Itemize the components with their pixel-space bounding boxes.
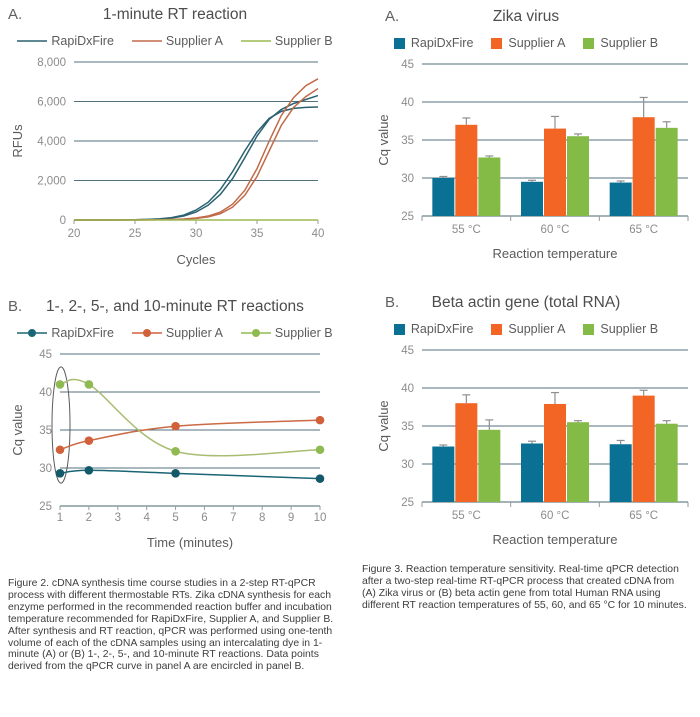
svg-text:10: 10 — [313, 512, 327, 524]
svg-text:1: 1 — [56, 512, 64, 524]
legend-item-supplier-a — [491, 36, 565, 50]
svg-text:45: 45 — [39, 349, 52, 361]
svg-text:35: 35 — [401, 135, 414, 147]
legend-swatch — [583, 324, 594, 335]
bar-supplier-a-2 — [633, 117, 655, 216]
legend-item-rapidxfire — [394, 36, 474, 50]
svg-text:35: 35 — [401, 421, 414, 433]
series-supplier-b — [60, 379, 320, 455]
panel-amp-head — [0, 4, 350, 28]
svg-text:40: 40 — [311, 228, 325, 240]
svg-text:30: 30 — [401, 173, 414, 185]
bar-supplier-b-1 — [567, 422, 589, 502]
svg-text:Cq value: Cq value — [376, 114, 391, 166]
data-point — [171, 422, 180, 431]
legend-label: Supplier A — [508, 36, 566, 50]
data-point — [85, 380, 94, 389]
series-supplier-a-rep-2 — [74, 89, 318, 220]
svg-text:20: 20 — [67, 228, 81, 240]
svg-text:RFUs: RFUs — [10, 124, 25, 158]
svg-text:4: 4 — [143, 512, 150, 524]
legend-zika — [352, 32, 700, 54]
bar-rapidxfire-1 — [521, 182, 543, 216]
svg-text:8: 8 — [259, 512, 266, 524]
bar-rapidxfire-0 — [432, 447, 454, 502]
legend-swatch — [394, 324, 405, 335]
svg-text:2: 2 — [85, 512, 93, 524]
legend-label: Supplier B — [274, 34, 333, 48]
svg-text:Reaction temperature: Reaction temperature — [492, 246, 618, 261]
data-point — [316, 474, 325, 483]
svg-text:25: 25 — [39, 501, 52, 513]
data-point — [85, 466, 94, 475]
legend-item-supplier-a — [491, 322, 565, 336]
svg-text:5: 5 — [172, 512, 179, 524]
legend-item-supplier-b — [241, 326, 333, 340]
svg-text:60 °C: 60 °C — [540, 510, 570, 522]
time-chart — [0, 346, 350, 562]
svg-text:6: 6 — [201, 512, 208, 524]
panel-zika-title: Zika virus — [492, 8, 560, 25]
bar-supplier-a-1 — [544, 404, 566, 502]
svg-text:25: 25 — [401, 211, 414, 223]
svg-text:40: 40 — [401, 97, 414, 109]
svg-text:6,000: 6,000 — [37, 96, 66, 109]
legend-label: Supplier B — [600, 36, 659, 50]
legend-item-supplier-b — [583, 322, 658, 336]
panel-time-title: 1-, 2-, 5-, and 10-minute RT reactions — [46, 298, 304, 315]
svg-text:4,000: 4,000 — [37, 136, 66, 148]
legend-item-supplier-a — [132, 326, 223, 340]
legend-item-supplier-a — [132, 34, 223, 48]
bar-rapidxfire-1 — [521, 443, 543, 502]
panel-zika — [352, 6, 700, 268]
legend-time — [0, 322, 350, 344]
bar-supplier-a-2 — [633, 396, 655, 502]
bar-supplier-b-0 — [478, 430, 500, 502]
legend-swatch — [583, 38, 594, 49]
legend-swatch — [132, 327, 162, 339]
legend-label: Supplier A — [508, 322, 566, 336]
series-rapidxfire — [60, 470, 320, 478]
data-point — [316, 445, 325, 454]
panel-letter-b-right: B. — [385, 294, 400, 311]
svg-text:7: 7 — [230, 512, 237, 524]
svg-text:55 °C: 55 °C — [451, 510, 481, 522]
svg-text:40: 40 — [401, 383, 414, 395]
legend-item-supplier-b — [241, 34, 333, 48]
svg-text:25: 25 — [128, 228, 142, 240]
series-supplier-a-rep-1 — [74, 79, 318, 220]
panel-time — [0, 296, 350, 562]
amp-chart — [0, 54, 350, 278]
panel-zika-head — [352, 6, 700, 30]
bar-rapidxfire-0 — [432, 178, 454, 216]
series-supplier-a — [60, 420, 320, 450]
legend-swatch — [394, 38, 405, 49]
panel-letter-b-left: B. — [8, 298, 23, 315]
bar-supplier-b-2 — [656, 424, 678, 502]
legend-beta — [352, 318, 700, 340]
bar-supplier-b-1 — [567, 136, 589, 216]
legend-label: Supplier A — [165, 326, 223, 340]
svg-text:30: 30 — [189, 228, 203, 240]
svg-text:35: 35 — [39, 425, 52, 437]
panel-amp — [0, 4, 350, 278]
svg-text:Reaction temperature: Reaction temperature — [492, 532, 618, 547]
bar-supplier-a-1 — [544, 129, 566, 216]
svg-text:Cq value: Cq value — [10, 404, 25, 456]
svg-text:8,000: 8,000 — [37, 57, 66, 69]
legend-dot — [143, 329, 151, 337]
svg-text:65 °C: 65 °C — [629, 224, 659, 236]
svg-text:30: 30 — [401, 459, 414, 471]
panel-amp-title: 1-minute RT reaction — [102, 6, 248, 23]
legend-label: RapiDxFire — [410, 322, 474, 336]
svg-text:Time (minutes): Time (minutes) — [146, 535, 234, 550]
bar-rapidxfire-2 — [610, 183, 632, 216]
svg-text:0: 0 — [59, 215, 66, 227]
svg-text:35: 35 — [250, 228, 264, 240]
legend-label: Supplier B — [274, 326, 333, 340]
legend-item-rapidxfire — [394, 322, 474, 336]
data-point — [171, 447, 180, 456]
bar-supplier-b-2 — [656, 128, 678, 216]
panel-letter-a-left: A. — [8, 6, 23, 23]
panel-beta-title: Beta actin gene (total RNA) — [431, 294, 621, 311]
data-point — [85, 436, 94, 445]
data-point — [56, 445, 65, 454]
legend-swatch — [241, 327, 271, 339]
legend-swatch — [132, 35, 162, 47]
legend-item-rapidxfire — [17, 326, 114, 340]
figure3-caption: Figure 3. Reaction temperature sensitivity. Real-time qPCR detection after a two-step real-time RT-qPCR process that created cDNA from (A) Zika virus or (B) beta actin gene from total Human RNA using different RT reaction temperatures of 55, 60, and 65 °C for 10 minutes. — [362, 564, 687, 611]
legend-swatch — [241, 35, 271, 47]
svg-text:40: 40 — [39, 387, 52, 399]
legend-swatch — [17, 327, 47, 339]
legend-amp — [0, 30, 350, 52]
legend-dot — [252, 329, 260, 337]
svg-text:2,000: 2,000 — [37, 175, 66, 188]
legend-swatch — [17, 35, 47, 47]
svg-text:9: 9 — [287, 512, 295, 524]
bar-rapidxfire-2 — [610, 444, 632, 502]
legend-item-supplier-b — [583, 36, 658, 50]
svg-text:55 °C: 55 °C — [451, 224, 481, 236]
svg-text:Cq value: Cq value — [376, 400, 391, 452]
data-point — [56, 469, 65, 478]
legend-label: RapiDxFire — [51, 326, 114, 340]
data-point — [171, 469, 180, 478]
svg-text:65 °C: 65 °C — [629, 510, 659, 522]
data-point — [316, 416, 325, 425]
panel-beta-head — [352, 292, 700, 316]
bar-supplier-a-0 — [455, 403, 477, 502]
legend-dot — [28, 329, 36, 337]
svg-text:3: 3 — [114, 512, 121, 524]
panel-beta — [352, 292, 700, 554]
svg-text:30: 30 — [39, 463, 52, 475]
beta-chart — [352, 342, 700, 554]
legend-item-rapidxfire — [17, 34, 114, 48]
zika-chart — [352, 56, 700, 268]
legend-label: Supplier A — [165, 34, 223, 48]
bar-supplier-a-0 — [455, 125, 477, 216]
legend-swatch — [491, 38, 502, 49]
legend-label: RapiDxFire — [410, 36, 474, 50]
legend-label: RapiDxFire — [51, 34, 114, 48]
panel-time-head — [0, 296, 350, 320]
panel-letter-a-right: A. — [385, 8, 400, 25]
svg-text:60 °C: 60 °C — [540, 224, 570, 236]
data-point — [56, 380, 65, 389]
svg-text:Cycles: Cycles — [176, 252, 216, 267]
svg-text:45: 45 — [401, 59, 414, 71]
bar-supplier-b-0 — [478, 157, 500, 216]
legend-label: Supplier B — [600, 322, 659, 336]
legend-swatch — [491, 324, 502, 335]
svg-text:25: 25 — [401, 497, 414, 509]
svg-text:45: 45 — [401, 345, 414, 357]
figure2-caption: Figure 2. cDNA synthesis time course studies in a 2-step RT-qPCR process with different thermostable RTs. Zika cDNA synthesis for each enzyme performed in the recommended reaction buffer and incubation temperature recommended for RapiDxFire, Supplier A, and Supplier B. After synthesis and RT reaction, qPCR was performed using one-tenth volume of each of the cDNA samples using an intercalating dye in 1-minute (A) or (B) 1-, 2-, 5-, and 10-minute RT reactions. Data points derived from the qPCR curve in panel A are encircled in panel B. — [8, 578, 334, 673]
